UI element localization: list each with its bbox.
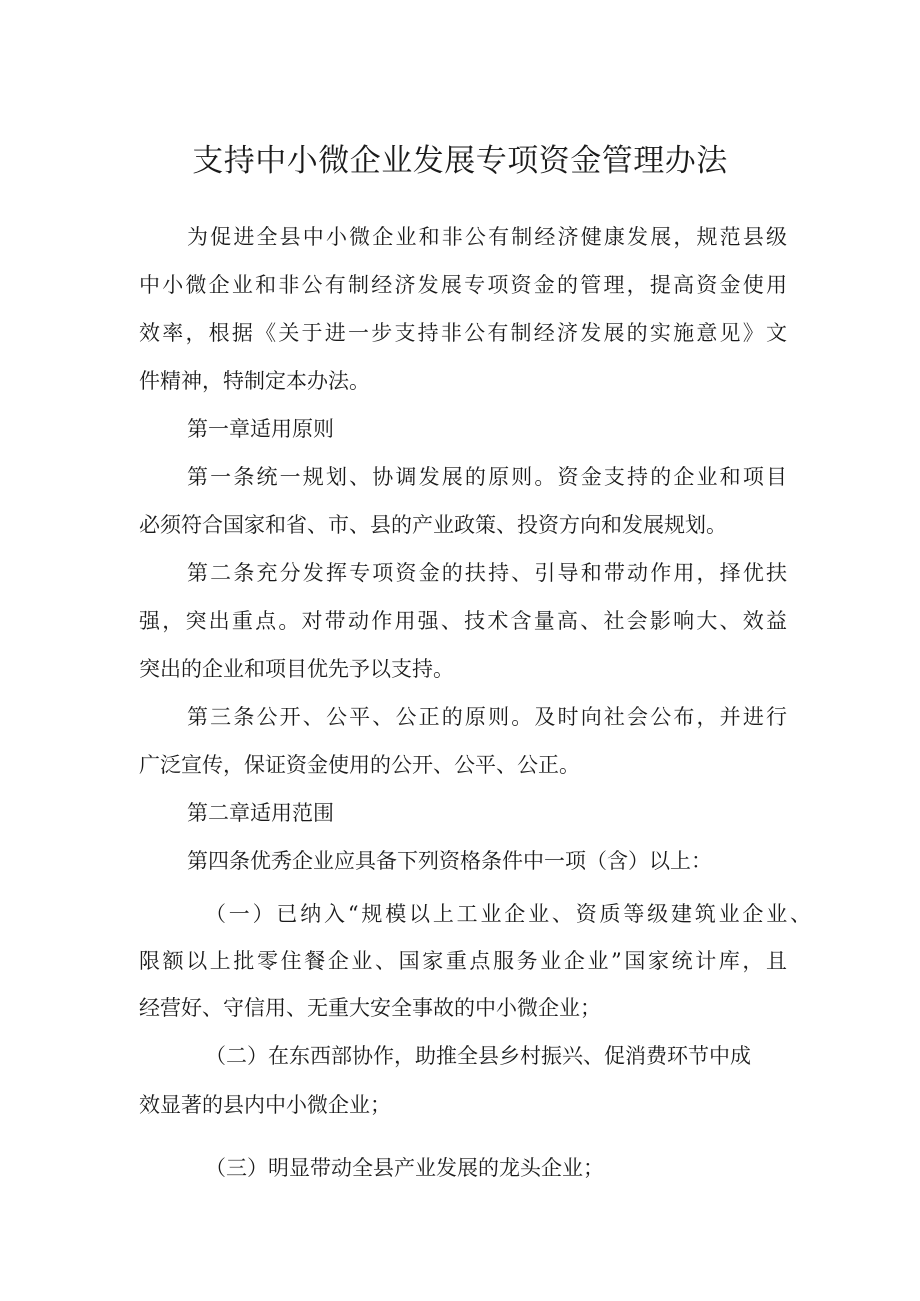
paragraph-line: 第二条充分发挥专项资金的扶持、引导和带动作用，择优扶 xyxy=(187,561,787,585)
chapter-heading: 第一章适用原则 xyxy=(187,417,334,441)
paragraph-line: 第四条优秀企业应具备下列资格条件中一项（含）以上： xyxy=(187,849,712,873)
chapter-heading: 第二章适用范围 xyxy=(187,801,334,825)
paragraph-line: 第一条统一规划、协调发展的原则。资金支持的企业和项目 xyxy=(187,465,787,489)
paragraph-line: 第三条公开、公平、公正的原则。及时向社会公布，并进行 xyxy=(187,705,787,729)
paragraph-line: 中小微企业和非公有制经济发展专项资金的管理，提高资金使用 xyxy=(139,273,787,297)
list-item-line: （一）已纳入“规模以上工业企业、资质等级建筑业企业、 xyxy=(205,902,811,926)
list-item-line: （二）在东西部协作，助推全县乡村振兴、促消费环节中成 xyxy=(205,1044,751,1068)
paragraph-line: 必须符合国家和省、市、县的产业政策、投资方向和发展规划。 xyxy=(139,513,727,537)
paragraph-line: 广泛宣传，保证资金使用的公开、公平、公正。 xyxy=(139,753,580,777)
paragraph-line: 效率，根据《关于进一步支持非公有制经济发展的实施意见》文 xyxy=(139,321,787,345)
paragraph-line: 为促进全县中小微企业和非公有制经济健康发展，规范县级 xyxy=(187,225,787,249)
list-item-line: 限额以上批零住餐企业、国家重点服务业企业”国家统计库，且 xyxy=(139,949,787,973)
list-item-line: 经营好、守信用、无重大安全事故的中小微企业； xyxy=(139,996,601,1020)
document-title: 支持中小微企业发展专项资金管理办法 xyxy=(192,143,728,179)
paragraph-line: 件精神，特制定本办法。 xyxy=(139,369,370,393)
list-item-line: 效显著的县内中小微企业； xyxy=(139,1093,391,1117)
list-item-line: （三）明显带动全县产业发展的龙头企业； xyxy=(205,1156,604,1180)
paragraph-line: 突出的企业和项目优先予以支持。 xyxy=(139,657,454,681)
paragraph-line: 强，突出重点。对带动作用强、技术含量高、社会影响大、效益 xyxy=(139,609,787,633)
